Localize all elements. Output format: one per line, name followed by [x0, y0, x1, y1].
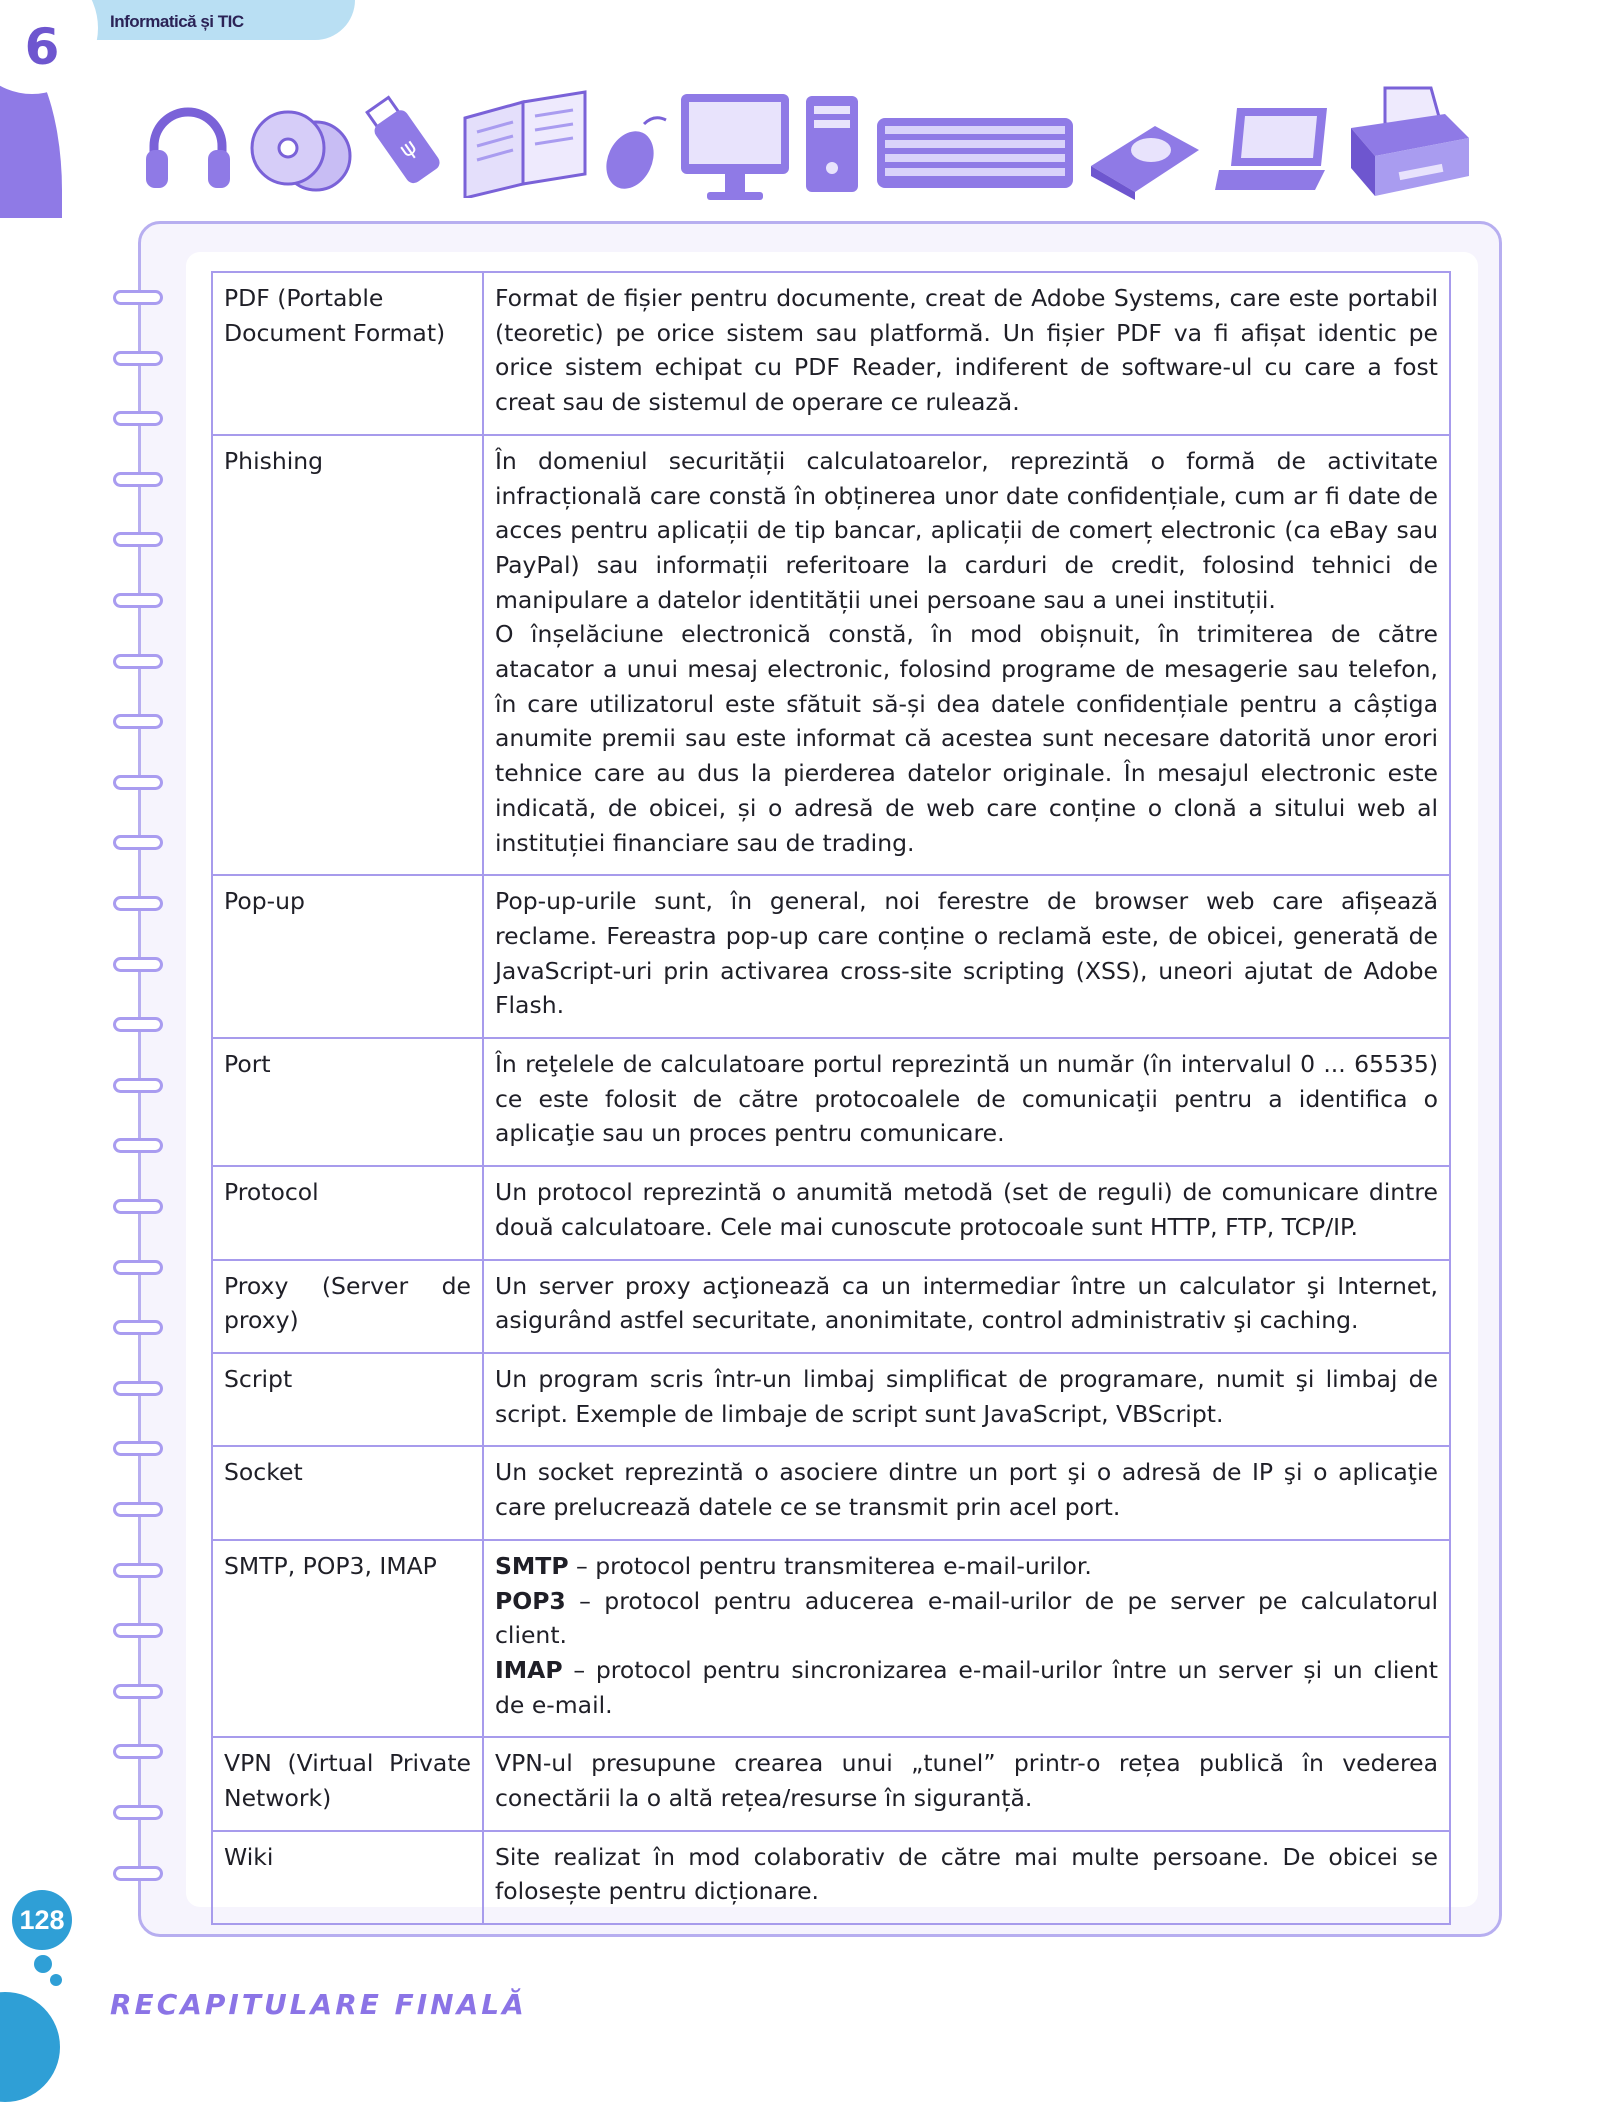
definition	[483, 1737, 1450, 1830]
external-drive-icon	[1085, 106, 1205, 200]
protocol-name: POP3	[495, 1586, 566, 1615]
spiral-ring	[113, 351, 163, 366]
spiral-ring	[113, 532, 163, 547]
spiral-ring	[113, 654, 163, 669]
spiral-ring	[113, 714, 163, 729]
spiral-ring	[113, 1381, 163, 1396]
term: Port	[212, 1038, 483, 1166]
glossary-row-popup	[212, 875, 1450, 1038]
definition	[483, 1353, 1450, 1446]
glossary-row-phishing	[212, 435, 1450, 875]
page-number: 128	[19, 1905, 65, 1935]
book-icon	[455, 88, 595, 198]
definition	[483, 272, 1450, 435]
glossary-row-proxy	[212, 1260, 1450, 1353]
glossary-row-email-protocols	[212, 1540, 1450, 1738]
term: Socket	[212, 1446, 483, 1539]
term: Phishing	[212, 435, 483, 875]
headphones-icon	[140, 98, 236, 194]
spiral-ring	[113, 1078, 163, 1093]
definition-paragraph: Format de fișier pentru documente, creat de Adobe Systems, care este portabil (teoretic) pe orice sistem sau platformă. Un fișier PDF va fi afișat identic pe orice sistem echipat cu PDF Reader, indiferent de software-ul cu care a fost creat sau de sistemul de operare ce rulează.	[495, 284, 1438, 417]
pc-tower-icon	[802, 92, 862, 196]
glossary-row-script	[212, 1353, 1450, 1446]
definition	[483, 1831, 1450, 1924]
protocol-line	[495, 1584, 1438, 1653]
term: Pop-up	[212, 875, 483, 1038]
decorative-dot	[50, 1974, 62, 1986]
definition	[483, 1260, 1450, 1353]
definition-paragraph: O înșelăciune electronică constă, în mod obișnuit, în trimiterea de către atacator a unui mesaj electronic, folosind programe de mesagerie sau telefon, în care utilizatorul este sfătuit să-și dea datele confidențiale pentru a câștiga anumite premii sau este informat că acestea sunt necesare datorită unor erori tehnice care au dus la pierderea datelor originale. În mesajul electronic este indicată, de obicei, și o adresă de web care conține o clonă a sitului web al instituției financiare sau de trading.	[495, 620, 1438, 857]
protocol-line	[495, 1549, 1438, 1584]
protocol-description: – protocol pentru aducerea e-mail-urilor de pe server pe calculatorul client.	[495, 1586, 1438, 1650]
chapter-number: 6	[24, 18, 60, 76]
definition	[483, 875, 1450, 1038]
spiral-ring	[113, 835, 163, 850]
definition-paragraph: Un socket reprezintă o asociere dintre un port şi o adresă de IP şi o aplicaţie care prelucrează datele ce se transmit prin acel port.	[495, 1458, 1438, 1522]
glossary-row-port	[212, 1038, 1450, 1166]
spiral-ring	[113, 472, 163, 487]
definition	[483, 1540, 1450, 1738]
spiral-ring	[113, 1805, 163, 1820]
glossary-row-vpn	[212, 1737, 1450, 1830]
spiral-ring	[113, 1320, 163, 1335]
corner-decoration	[0, 1992, 60, 2102]
subject-title: Informatică și TIC	[110, 12, 244, 31]
spiral-ring	[113, 1866, 163, 1881]
spiral-ring	[113, 290, 163, 305]
glossary-row-wiki	[212, 1831, 1450, 1924]
term: Protocol	[212, 1166, 483, 1259]
protocol-line	[495, 1653, 1438, 1722]
page-number-badge	[12, 1890, 72, 1950]
protocol-description: – protocol pentru sincronizarea e-mail-urilor între un server și un client de e-mail.	[495, 1655, 1438, 1719]
definition-paragraph: Pop-up-urile sunt, în general, noi ferestre de browser web care afișează reclame. Fereastra pop-up care conține o reclamă este, de obicei, generată de JavaScript-uri prin activarea cross-site scripting (XSS), uneori ajutat de Adobe Flash.	[495, 887, 1438, 1020]
spiral-ring	[113, 593, 163, 608]
spiral-ring	[113, 1744, 163, 1759]
section-title: RECAPITULARE FINALĂ	[110, 1988, 527, 2021]
term: VPN (Virtual Private Network)	[212, 1737, 483, 1830]
spiral-ring	[113, 775, 163, 790]
protocol-name: SMTP	[495, 1551, 569, 1580]
term: Proxy (Server de proxy)	[212, 1260, 483, 1353]
definition	[483, 1166, 1450, 1259]
mouse-icon	[600, 114, 670, 194]
spiral-ring	[113, 1260, 163, 1275]
definition-paragraph: În reţelele de calculatoare portul reprezintă un număr (în intervalul 0 ... 65535) ce este folosit de către protocoalele de comunicaţii pentru a identifica o aplicaţie sau un proces pentru comunicare.	[495, 1050, 1438, 1148]
definition-paragraph: Un protocol reprezintă o anumită metodă (set de reguli) de comunicare dintre două calculatoare. Cele mai cunoscute protocoale sunt HTTP, FTP, TCP/IP.	[495, 1178, 1438, 1241]
protocol-description: – protocol pentru transmiterea e-mail-urilor.	[568, 1551, 1092, 1580]
spiral-ring	[113, 896, 163, 911]
spiral-ring	[113, 1502, 163, 1517]
spiral-ring	[113, 1017, 163, 1032]
definition-paragraph: În domeniul securității calculatoarelor, reprezintă o formă de activitate infracțională care constă în obținerea unor date confidențiale, cum ar fi date de acces pentru aplicații de tip bancar, aplicații de comerț electronic (ca eBay sau PayPal) sau informații referitoare la carduri de credit, folosind tehnici de manipulare a datelor identității unei persoane sau a unei instituții.	[495, 446, 1438, 614]
spiral-ring	[113, 1623, 163, 1638]
definition-paragraph: Un program scris într-un limbaj simplificat de programare, numit şi limbaj de script. Exemple de limbaje de script sunt JavaScript, VBScript.	[495, 1364, 1438, 1428]
term: PDF (Portable Document Format)	[212, 272, 483, 435]
glossary-row-socket	[212, 1446, 1450, 1539]
definition	[483, 1038, 1450, 1166]
protocol-name: IMAP	[495, 1655, 563, 1684]
spiral-ring	[113, 1563, 163, 1578]
icon-strip	[130, 84, 1510, 214]
glossary-row-pdf	[212, 272, 1450, 435]
monitor-icon	[675, 88, 795, 206]
definition	[483, 1446, 1450, 1539]
spiral-ring	[113, 957, 163, 972]
laptop-icon	[1215, 98, 1335, 198]
definition	[483, 435, 1450, 875]
usb-stick-icon	[365, 92, 445, 192]
cd-icon	[248, 104, 358, 194]
term: Wiki	[212, 1831, 483, 1924]
decorative-dot	[34, 1955, 52, 1973]
definition-paragraph: VPN-ul presupune crearea unui „tunel” printr-o rețea publică în vederea conectării la o altă rețea/resurse în siguranță.	[495, 1749, 1438, 1813]
spiral-ring	[113, 1441, 163, 1456]
svg-text:ψ: ψ	[395, 134, 422, 164]
spiral-ring	[113, 1138, 163, 1153]
spiral-ring	[113, 1199, 163, 1214]
glossary-table	[211, 271, 1451, 1925]
definition-paragraph: Site realizat în mod colaborativ de către mai multe persoane. De obicei se folosește pentru dicționare.	[495, 1842, 1438, 1906]
definition-paragraph: Un server proxy acţionează ca un intermediar între un calculator şi Internet, asigurând astfel securitate, anonimitate, control administrativ şi caching.	[495, 1271, 1438, 1335]
keyboard-icon	[875, 116, 1075, 192]
printer-icon	[1345, 84, 1475, 202]
term: SMTP, POP3, IMAP	[212, 1540, 483, 1738]
glossary-row-protocol	[212, 1166, 1450, 1259]
spiral-ring	[113, 1684, 163, 1699]
term: Script	[212, 1353, 483, 1446]
spiral-ring	[113, 411, 163, 426]
